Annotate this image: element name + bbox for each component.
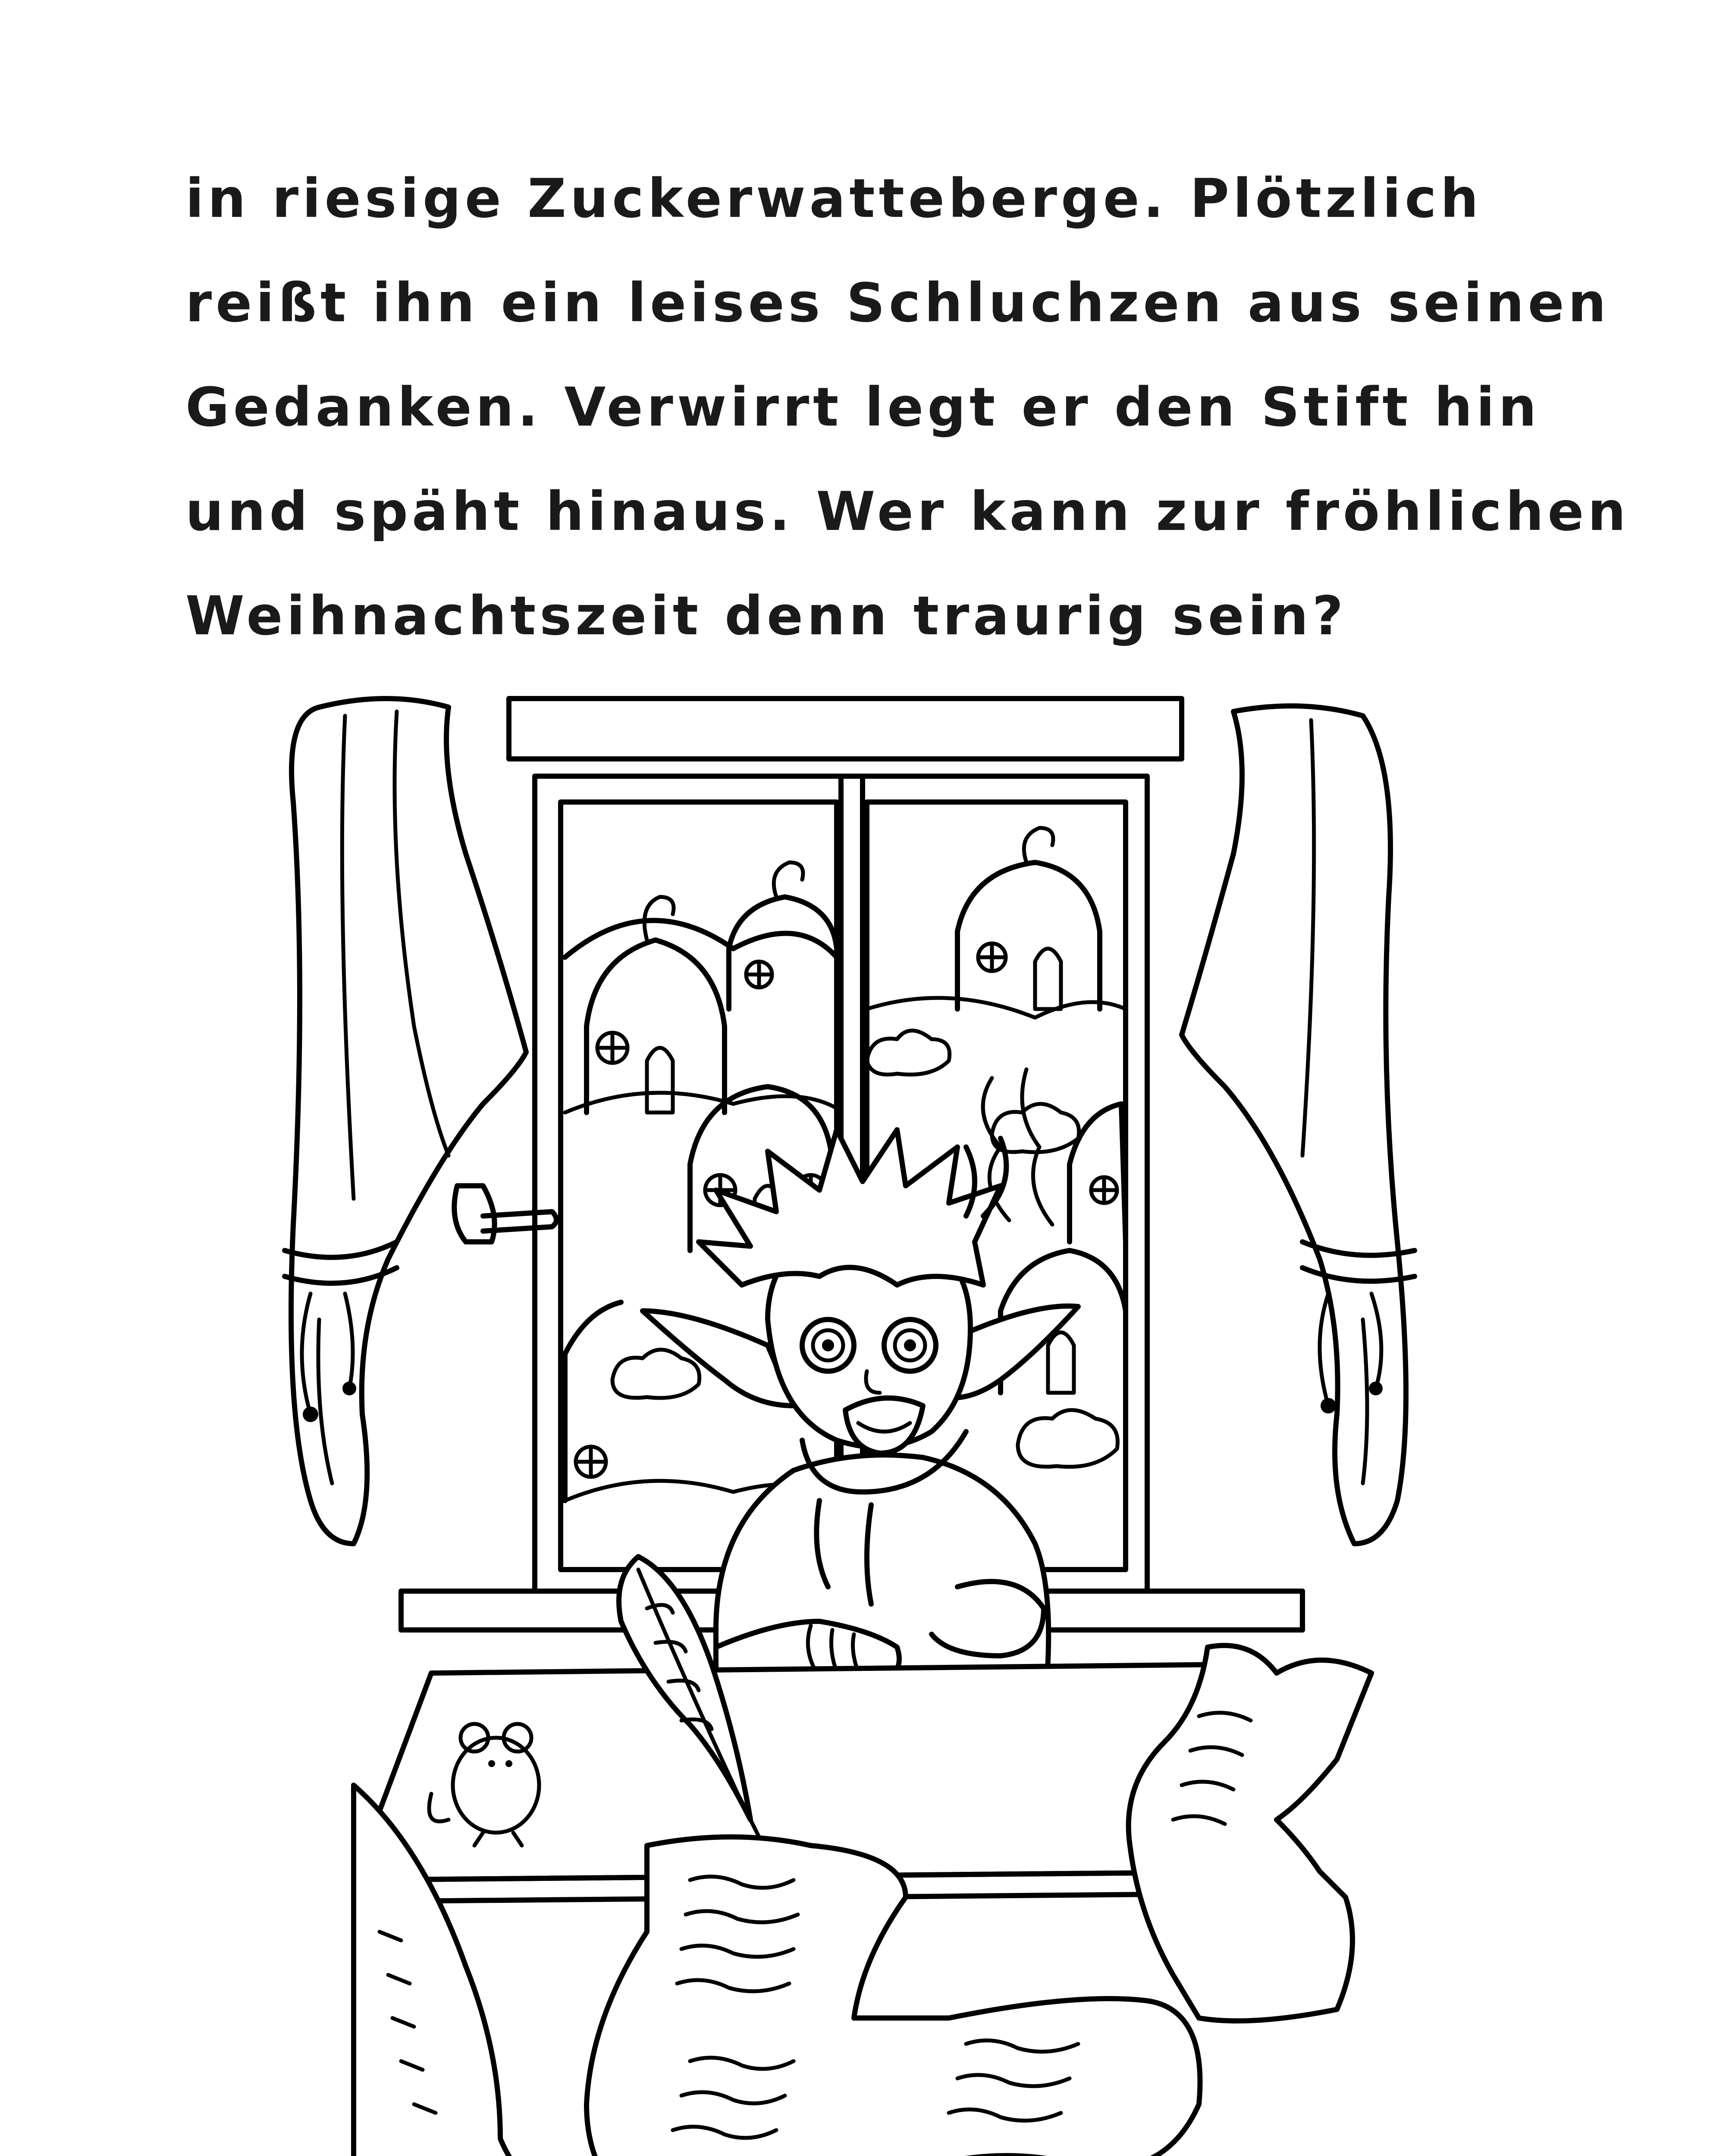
story-line-2: reißt ihn ein leises Schluchzen aus seinen: [185, 272, 1610, 334]
elf-writing-illustration: [259, 681, 1449, 2156]
story-text: [185, 147, 1630, 668]
story-line-5: Weihnachtszeit denn traurig sein?: [185, 585, 1347, 647]
right-curtain: [1182, 706, 1415, 1544]
story-line-3: Gedanken. Verwirrt legt er den Stift hin: [185, 376, 1541, 439]
story-line-4: und späht hinaus. Wer kann zur fröhlichen: [185, 481, 1630, 543]
illustration-svg: [259, 681, 1449, 2156]
story-line-1: in riesige Zuckerwatteberge. Plötzlich: [185, 168, 1482, 230]
window-handle: [454, 1186, 556, 1242]
left-curtain: [285, 699, 526, 1544]
